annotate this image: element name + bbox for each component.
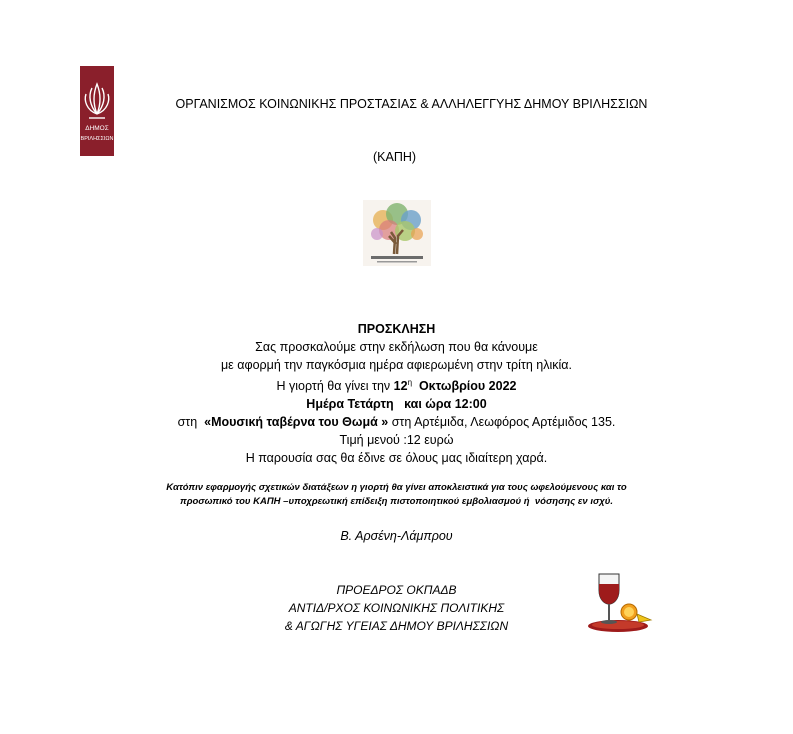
invitation-venue: στη «Μουσική ταβέρνα του Θωμά » στη Αρτέμιδα, Λεωφόρος Αρτέμιδος 135.	[177, 415, 616, 430]
vaccination-notice: Κατόπιν εφαρμογής σχετικών διατάξεων η γιορτή θα γίνει αποκλειστικά για τους ωφελούμενους και το προσωπικό του ΚΑΠΗ –υποχρεωτική επίδειξη πιστοποιητικού εμβολιασμού ή νόσησης εν ισχύ.	[166, 482, 627, 507]
organization-abbreviation: (ΚΑΠΗ)	[373, 150, 417, 164]
invitation-body	[0, 320, 793, 467]
invitation-date: Η γιορτή θα γίνει την $12^\eta$ Οκτωβρίου 2022	[276, 378, 517, 394]
signatory-titles: ΠΡΟΕΔΡΟΣ ΟΚΠΑΔΒ ΑΝΤΙΔ/ΡΧΟΣ ΚΟΙΝΩΝΙΚΗΣ ΠΟΛΙΤΙΚΗΣ & ΑΓΩΓΗΣ ΥΓΕΙΑΣ ΔΗΜΟΥ ΒΡΙΛΗΣΣΙΩΝ	[284, 583, 509, 633]
invitation-closing: Η παρουσία σας θα έδινε σε όλους μας ιδιαίτερη χαρά.	[245, 451, 548, 466]
invitation-day-time: Ημέρα Τετάρτη και ώρα 12:00	[306, 397, 487, 412]
municipality-logo	[80, 66, 114, 156]
svg-text:ΒΡΙΛΗΣΣΙΩΝ: ΒΡΙΛΗΣΣΙΩΝ	[80, 136, 114, 142]
invitation-line2: με αφορμή την παγκόσμια ημέρα αφιερωμένη στην τρίτη ηλικία.	[220, 358, 572, 372]
tree-logo	[363, 200, 431, 266]
invitation-line1: Σας προσκαλούμε στην εκδήλωση που θα κάνουμε	[255, 340, 538, 354]
invitation-title: ΠΡΟΣΚΛΗΣΗ	[357, 322, 436, 336]
signatory-name: Β. Αρσένη-Λάμπρου	[340, 529, 453, 543]
invitation-price: Τιμή μενού :12 ευρώ	[339, 433, 454, 448]
organization-title: ΟΡΓΑΝΙΣΜΟΣ ΚΟΙΝΩΝΙΚΗΣ ΠΡΟΣΤΑΣΙΑΣ & ΑΛΛΗΛΕΓΓΥΗΣ ΔΗΜΟΥ ΒΡΙΛΗΣΣΙΩΝ	[175, 97, 648, 111]
svg-text:ΔΗΜΟΣ: ΔΗΜΟΣ	[85, 125, 109, 132]
wine-glass-icon	[585, 572, 657, 634]
